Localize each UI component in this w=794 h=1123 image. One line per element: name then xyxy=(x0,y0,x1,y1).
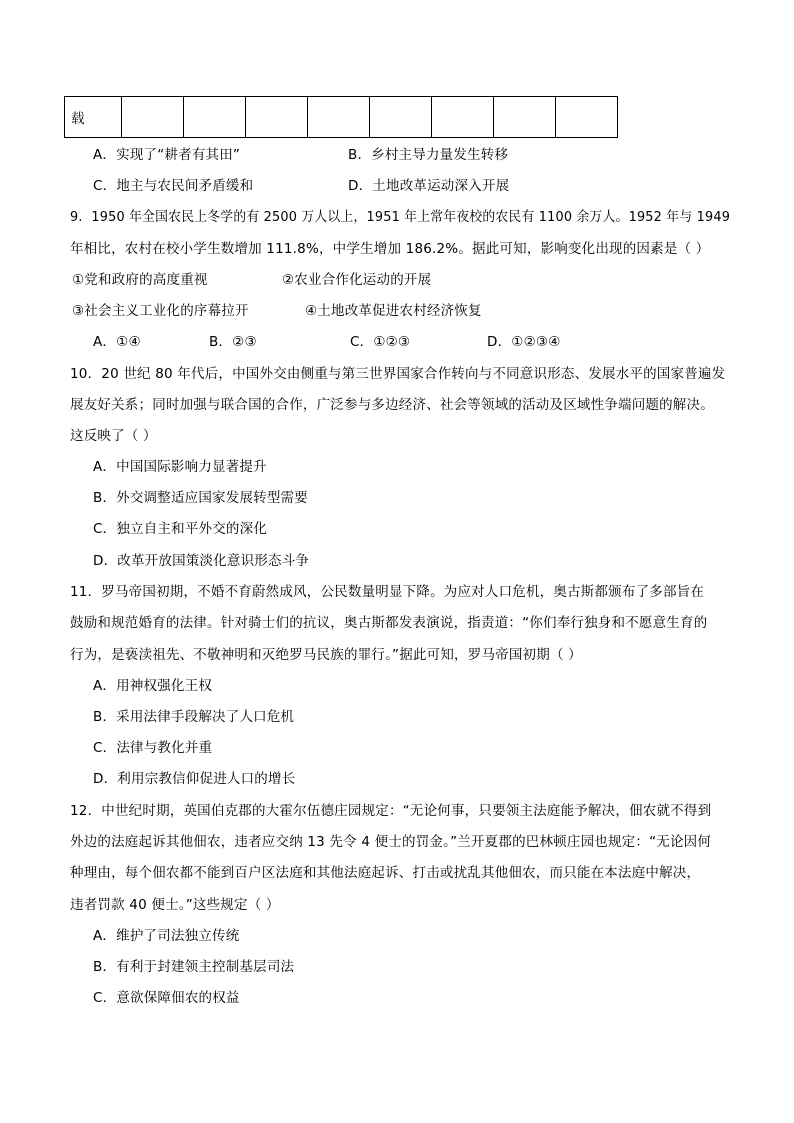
q9-stem-line1: 9．1950 年全国农民上冬学的有 2500 万人以上，1951 年上常年夜校的农民有 1100 余万人。1952 年与 1949 xyxy=(70,209,731,225)
q8-option-a: A．实现了“耕者有其田” xyxy=(93,147,241,163)
q9-item-1: ①党和政府的高度重视 xyxy=(72,272,208,288)
table-cell: 载 xyxy=(65,97,122,138)
q9-choice-c: C．①②③ xyxy=(350,334,411,350)
q11-option-d: D．利用宗教信仰促进人口的增长 xyxy=(93,771,296,787)
q12-option-a: A．维护了司法独立传统 xyxy=(93,928,240,944)
table-cell xyxy=(556,97,618,138)
q12-option-c: C．意欲保障佃农的权益 xyxy=(93,990,240,1006)
q9-item-4: ④土地改革促进农村经济恢复 xyxy=(305,303,482,319)
q9-choice-b: B．②③ xyxy=(209,334,257,350)
table-cell xyxy=(432,97,494,138)
q9-choice-a: A．①④ xyxy=(93,334,141,350)
partial-table xyxy=(64,96,618,138)
q12-stem-line2: 外边的法庭起诉其他佃农，违者应交纳 13 先令 4 便士的罚金。”兰开夏郡的巴林顿庄园也规定：“无论因何 xyxy=(70,834,712,850)
q10-stem-line3: 这反映了（ ） xyxy=(70,428,157,444)
q10-option-d: D．改革开放国策淡化意识形态斗争 xyxy=(93,553,310,569)
q10-stem-line1: 10．20 世纪 80 年代后，中国外交由侧重与第三世界国家合作转向与不同意识形态、发展水平的国家普遍发 xyxy=(70,366,726,382)
table-cell xyxy=(184,97,246,138)
q10-option-a: A．中国国际影响力显著提升 xyxy=(93,459,267,475)
q8-option-d: D．土地改革运动深入开展 xyxy=(348,178,510,194)
q8-option-c: C．地主与农民间矛盾缓和 xyxy=(93,178,254,194)
q11-option-a: A．用神权强化王权 xyxy=(93,678,213,694)
table-cell xyxy=(308,97,370,138)
q9-item-3: ③社会主义工业化的序幕拉开 xyxy=(72,303,249,319)
q12-stem-line3: 种理由，每个佃农都不能到百户区法庭和其他法庭起诉、打击或扰乱其他佃农，而只能在本法庭中解决， xyxy=(70,865,701,881)
q9-item-2: ②农业合作化运动的开展 xyxy=(282,272,432,288)
table-cell xyxy=(122,97,184,138)
q10-option-c: C．独立自主和平外交的深化 xyxy=(93,521,268,537)
q11-stem-line2: 鼓励和规范婚育的法律。针对骑士们的抗议，奥古斯都发表演说，指责道：“你们奉行独身和不愿意生育的 xyxy=(70,615,708,631)
q10-stem-line2: 展友好关系；同时加强与联合国的合作，广泛参与多边经济、社会等领域的活动及区域性争端问题的解决。 xyxy=(70,397,714,413)
table-cell xyxy=(370,97,432,138)
table-cell xyxy=(494,97,556,138)
q10-option-b: B．外交调整适应国家发展转型需要 xyxy=(93,490,308,506)
q11-option-b: B．采用法律手段解决了人口危机 xyxy=(93,709,295,725)
q9-stem-line2: 年相比，农村在校小学生数增加 111.8%，中学生增加 186.2%。据此可知，影响变化出现的因素是（ ） xyxy=(70,241,710,257)
q11-stem-line1: 11．罗马帝国初期，不婚不育蔚然成风，公民数量明显下降。为应对人口危机，奥古斯都颁布了多部旨在 xyxy=(70,584,705,600)
q12-stem-line1: 12．中世纪时期，英国伯克郡的大霍尔伍德庄园规定：“无论何事，只要领主法庭能予解决，佃农就不得到 xyxy=(70,803,712,819)
q8-option-b: B．乡村主导力量发生转移 xyxy=(348,147,509,163)
table-cell xyxy=(246,97,308,138)
q12-option-b: B．有利于封建领主控制基层司法 xyxy=(93,959,295,975)
table-row xyxy=(65,97,618,138)
q9-choice-d: D．①②③④ xyxy=(487,334,561,350)
q11-option-c: C．法律与教化并重 xyxy=(93,740,213,756)
q11-stem-line3: 行为，是亵渎祖先、不敬神明和灭绝罗马民族的罪行。”据此可知，罗马帝国初期（ ） xyxy=(70,647,582,663)
q12-stem-line4: 违者罚款 40 便士。”这些规定（ ） xyxy=(70,897,280,913)
